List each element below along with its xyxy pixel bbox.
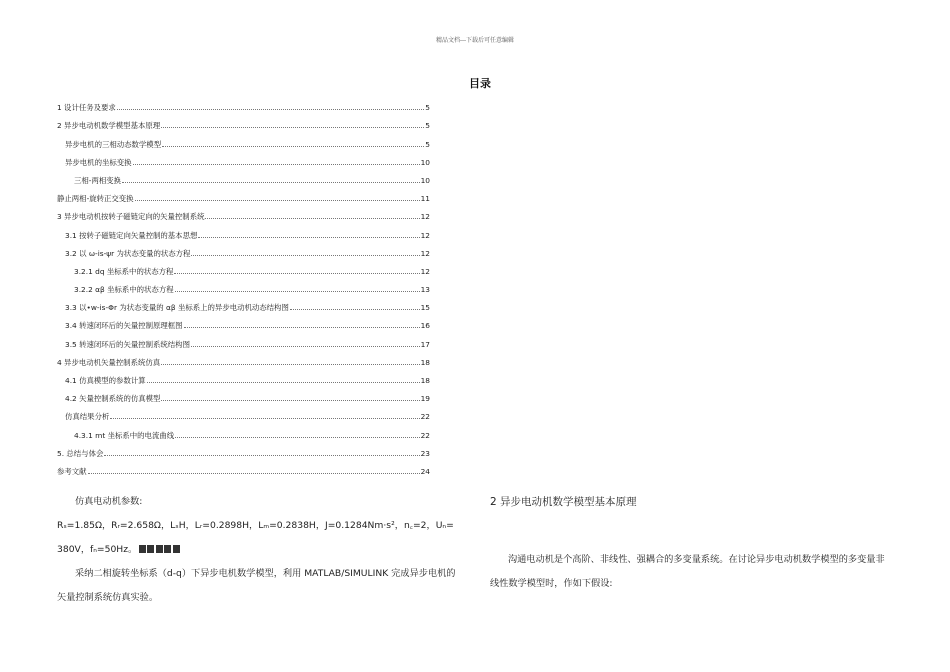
toc-entry[interactable] [57, 167, 430, 185]
toc-entry-page: 12 [420, 212, 430, 222]
garbled-glyphs [137, 544, 180, 555]
toc-entry-page: 12 [420, 266, 430, 276]
toc-entry-text: 3.2.1 dq 坐标系中的状态方程 [74, 266, 174, 276]
toc-entry[interactable] [57, 130, 430, 148]
toc-leader-dots [135, 200, 420, 201]
para-line-1: 沟通电动机是个高阶、非线性、强耦合的多变量系统。在讨论异步电动机数学模型的多变量非 [508, 554, 885, 565]
toc-entry[interactable] [57, 240, 430, 258]
toc-entry-text: 3.2 以 ω-is-ψr 为状态变量的状态方程 [65, 248, 191, 258]
toc-leader-dots [88, 473, 420, 474]
table-of-contents [57, 94, 430, 476]
params-line-2 [57, 543, 472, 567]
toc-entry-text: 5. 总结与体会 [57, 448, 104, 458]
toc-entry-text: 3.4 转速闭环后的矢量控制原理框图 [65, 321, 183, 331]
toc-leader-dots [191, 255, 419, 256]
body-line-2: 矢量控制系统仿真实验。 [57, 592, 159, 603]
toc-entry-text: 参考文献 [57, 466, 87, 476]
toc-entry[interactable] [57, 385, 430, 403]
toc-title: 目录 [469, 77, 491, 90]
toc-entry[interactable] [57, 403, 430, 421]
toc-leader-dots [161, 127, 424, 128]
toc-leader-dots [191, 346, 420, 347]
toc-entry-page: 18 [420, 357, 430, 367]
section-paragraph [490, 553, 910, 601]
toc-entry[interactable] [57, 258, 430, 276]
toc-leader-dots [133, 164, 420, 165]
right-column [490, 495, 910, 601]
toc-entry-page: 12 [420, 248, 430, 258]
toc-leader-dots [147, 382, 420, 383]
toc-entry-text: 2 异步电动机数学模型基本原理 [57, 121, 161, 131]
toc-entry-page: 5 [425, 103, 430, 113]
params-line-2-text: 380V，fₙ=50Hz。 [57, 544, 138, 555]
toc-entry[interactable] [57, 221, 430, 239]
toc-entry-page: 18 [420, 376, 430, 385]
toc-entry-text: 3 异步电动机按转子磁链定向的矢量控制系统 [57, 212, 205, 222]
toc-leader-dots [110, 418, 419, 419]
toc-entry[interactable] [57, 458, 430, 476]
toc-entry[interactable] [57, 112, 430, 130]
toc-leader-dots [161, 400, 419, 401]
toc-entry-page: 22 [420, 412, 430, 422]
toc-entry[interactable] [57, 330, 430, 348]
params-heading: 仿真电动机参数: [75, 496, 143, 507]
toc-entry-text: 3.2.2 αβ 坐标系中的状态方程 [74, 285, 174, 295]
params-line-1: Rₛ=1.85Ω，Rᵣ=2.658Ω，LₛH，Lᵣ=0.2898H，Lₘ=0.2838H，J=0.1284Nm·s²，n꜀=2，Uₙ= [57, 520, 454, 531]
toc-entry-page: 19 [420, 394, 430, 404]
toc-leader-dots [184, 327, 420, 328]
toc-entry-page: 13 [420, 285, 430, 295]
toc-entry-page: 17 [420, 339, 430, 349]
toc-entry-page: 5 [425, 139, 430, 149]
toc-entry-text: 4.3.1 mt 坐标系中的电流曲线 [74, 430, 175, 440]
toc-leader-dots [122, 182, 420, 183]
toc-entry-text: 1 设计任务及要求 [57, 103, 116, 113]
toc-entry-text: 4.1 仿真模型的参数计算 [65, 376, 146, 385]
toc-entry-page: 11 [420, 194, 430, 204]
section-title: 2 异步电动机数学模型基本原理 [490, 496, 637, 508]
toc-entry-text: 3.5 转速闭环后的矢量控制系统结构图 [65, 339, 190, 349]
toc-entry-text: 静止两相-旋转正交变换 [57, 194, 134, 204]
toc-entry[interactable] [57, 349, 430, 367]
toc-entry-page: 22 [420, 430, 430, 440]
page-header: 精品文档---下载后可任意编辑 [435, 37, 515, 44]
toc-entry-page: 10 [420, 157, 430, 167]
toc-leader-dots [117, 109, 425, 110]
toc-leader-dots [205, 218, 419, 219]
body-line-1: 采纳二相旋转坐标系（d-q）下异步电机数学模型，利用 MATLAB/SIMULINK 完成异步电机的 [75, 568, 456, 579]
toc-entry-text: 3.3 以•w-is-Φr 为状态变量的 αβ 坐标系上的异步电动机动态结构图 [65, 303, 289, 313]
toc-leader-dots [175, 291, 420, 292]
toc-leader-dots [162, 146, 424, 147]
toc-leader-dots [198, 237, 419, 238]
toc-entry-text: 4.2 矢量控制系统的仿真模型 [65, 394, 161, 404]
toc-entry[interactable] [57, 149, 430, 167]
toc-entry-page: 15 [420, 303, 430, 313]
toc-entry-text: 异步电机的三相动态数学模型 [65, 139, 162, 149]
toc-entry-page: 5 [425, 121, 430, 131]
toc-leader-dots [174, 273, 419, 274]
toc-leader-dots [161, 364, 419, 365]
toc-entry-page: 12 [420, 230, 430, 240]
toc-entry[interactable] [57, 367, 430, 385]
toc-entry[interactable] [57, 312, 430, 330]
toc-entry-page: 10 [420, 175, 430, 185]
toc-entry-text: 异步电机的坐标变换 [65, 157, 132, 167]
toc-entry[interactable] [57, 440, 430, 458]
toc-leader-dots [175, 437, 419, 438]
toc-entry-text: 三相-两相变换 [74, 175, 122, 185]
toc-entry[interactable] [57, 94, 430, 112]
toc-entry[interactable] [57, 185, 430, 203]
toc-leader-dots [290, 309, 420, 310]
toc-entry[interactable] [57, 421, 430, 439]
toc-entry-text: 仿真结果分析 [65, 412, 110, 422]
toc-entry[interactable] [57, 294, 430, 312]
toc-entry-text: 3.1 按转子磁链定向矢量控制的基本思想 [65, 230, 198, 240]
toc-entry-page: 16 [420, 321, 430, 331]
toc-leader-dots [104, 455, 419, 456]
toc-entry[interactable] [57, 276, 430, 294]
toc-entry-page: 24 [420, 466, 430, 476]
toc-entry-page: 23 [420, 448, 430, 458]
left-column [57, 495, 472, 615]
toc-entry[interactable] [57, 203, 430, 221]
para-line-2: 线性数学模型时，作如下假设: [490, 578, 613, 589]
toc-entry-text: 4 异步电动机矢量控制系统仿真 [57, 357, 161, 367]
